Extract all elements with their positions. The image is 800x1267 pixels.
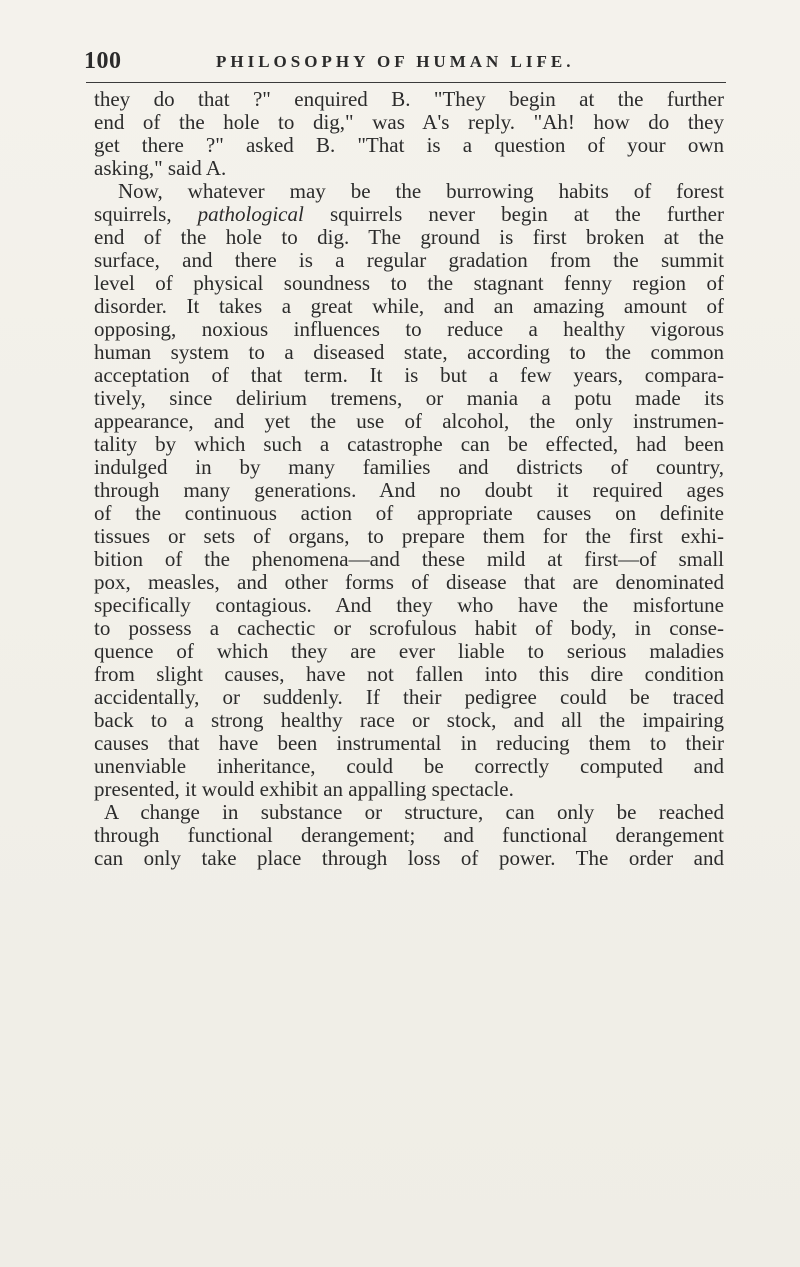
text-line: level of physical soundness to the stagnant fenny region of <box>94 271 724 295</box>
header-rule <box>86 82 726 83</box>
text-line: unenviable inheritance, could be correctly computed and <box>94 754 724 778</box>
text-line: can only take place through loss of power. The order and <box>94 846 724 870</box>
page-number: 100 <box>84 48 122 74</box>
text-line: quence of which they are ever liable to serious maladies <box>94 639 724 663</box>
text-line: bition of the phenomena—and these mild at first—of small <box>94 547 724 571</box>
text-line: opposing, noxious influences to reduce a healthy vigorous <box>94 317 724 341</box>
text-line: get there ?" asked B. "That is a question of your own <box>94 133 724 157</box>
text-line: from slight causes, have not fallen into this dire condition <box>94 662 724 686</box>
text-line: of the continuous action of appropriate causes on definite <box>94 501 724 525</box>
running-title: PHILOSOPHY OF HUMAN LIFE. <box>216 52 575 71</box>
text-line: to possess a cachectic or scrofulous habit of body, in conse- <box>94 616 724 640</box>
text-line: presented, it would exhibit an appalling spectacle. <box>94 777 514 801</box>
text-line: Now, whatever may be the burrowing habits of forest <box>118 179 724 203</box>
text-line: asking," said A. <box>94 156 227 180</box>
text-line: appearance, and yet the use of alcohol, the only instrumen- <box>94 409 724 433</box>
text-line: they do that ?" enquired B. "They begin at the further <box>94 87 724 111</box>
text-line <box>94 203 724 226</box>
text-line: through functional derangement; and functional derangement <box>94 823 724 847</box>
text-line: tality by which such a catastrophe can be effected, had been <box>94 432 724 456</box>
text-line: accidentally, or suddenly. If their pedigree could be traced <box>94 685 724 709</box>
text-line: end of the hole to dig. The ground is first broken at the <box>94 225 724 249</box>
running-head <box>84 48 734 82</box>
text-line: indulged in by many families and districts of country, <box>94 455 724 479</box>
text-line-start: squirrels, <box>94 202 198 226</box>
text-line: disorder. It takes a great while, and an amazing amount of <box>94 294 724 318</box>
text-line: A change in substance or structure, can only be reached <box>104 800 724 824</box>
text-line: end of the hole to dig," was A's reply. "Ah! how do they <box>94 110 724 134</box>
text-line: surface, and there is a regular gradation from the summit <box>94 248 724 272</box>
text-line: tissues or sets of organs, to prepare them for the first exhi- <box>94 524 724 548</box>
text-line: tively, since delirium tremens, or mania a potu made its <box>94 386 724 410</box>
text-line-rest: squirrels never begin at the further <box>303 202 724 226</box>
text-line: pox, measles, and other forms of disease that are denominated <box>94 570 724 594</box>
text-line: causes that have been instrumental in reducing them to their <box>94 731 724 755</box>
text-line: through many generations. And no doubt it required ages <box>94 478 724 502</box>
text-line: back to a strong healthy race or stock, and all the impairing <box>94 708 724 732</box>
emphasis-pathological: pathological <box>197 202 304 226</box>
text-line: acceptation of that term. It is but a few years, compara- <box>94 363 724 387</box>
body-text <box>94 88 724 870</box>
text-line: specifically contagious. And they who have the misfortune <box>94 593 724 617</box>
text-line: human system to a diseased state, according to the common <box>94 340 724 364</box>
